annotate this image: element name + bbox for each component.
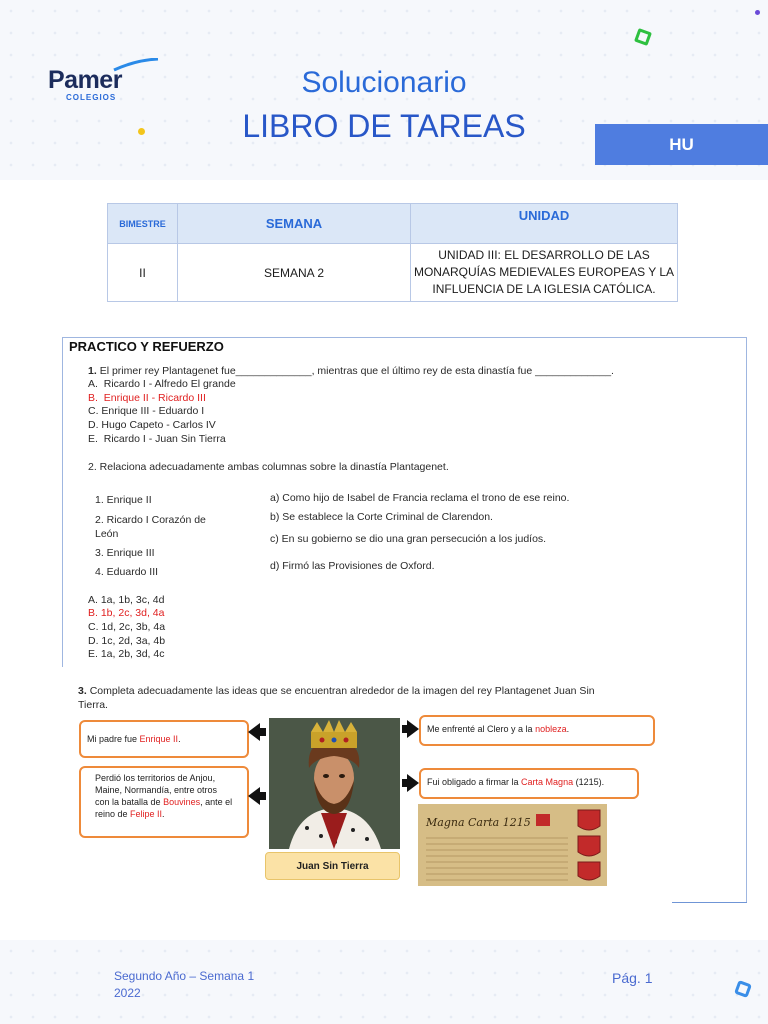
option-c: C. 1d, 2c, 3b, 4a bbox=[88, 621, 166, 633]
magna-carta-image bbox=[418, 804, 607, 886]
right-column-item: a) Como hijo de Isabel de Francia reclama el trono de ese reino. bbox=[270, 492, 570, 504]
arrow-right-icon bbox=[407, 720, 419, 738]
cell-semana: SEMANA 2 bbox=[178, 244, 411, 302]
question-3-cont: Tierra. bbox=[78, 699, 108, 711]
unidad-line: MONARQUÍAS MEDIEVALES EUROPEAS Y LA bbox=[413, 265, 675, 279]
frame-divider bbox=[62, 337, 63, 667]
answer-box-territories: Perdió los territorios de Anjou, Maine, Normandía, entre otros con la batalla de Bouvines, ante el reino de Felipe II. bbox=[79, 766, 249, 838]
header-unidad: UNIDAD bbox=[411, 204, 678, 244]
table-header-row bbox=[108, 204, 678, 244]
answer-box-charter: Fui obligado a firmar la Carta Magna (1215). bbox=[419, 768, 639, 799]
left-column-item: 1. Enrique II bbox=[95, 494, 152, 506]
right-column-item: c) En su gobierno se dio una gran persecución a los judíos. bbox=[270, 533, 547, 545]
table-row bbox=[108, 244, 678, 302]
unidad-line: UNIDAD III: EL DESARROLLO DE LAS bbox=[438, 248, 650, 262]
decor-dot-icon bbox=[755, 10, 760, 15]
section-title: PRACTICO Y REFUERZO bbox=[69, 339, 224, 354]
left-column-item: 4. Eduardo III bbox=[95, 566, 159, 578]
left-column-item: León bbox=[95, 528, 119, 540]
header-bimestre: BIMESTRE bbox=[108, 204, 178, 244]
option-d: D. 1c, 2d, 3a, 4b bbox=[88, 635, 166, 647]
frame-divider bbox=[672, 902, 747, 903]
portrait-caption: Juan Sin Tierra bbox=[265, 852, 400, 880]
arrow-left-icon bbox=[248, 723, 260, 741]
option-a: A. 1a, 1b, 3c, 4d bbox=[88, 594, 165, 606]
question-2: 2. Relaciona adecuadamente ambas columnas sobre la dinastía Plantagenet. bbox=[88, 461, 449, 473]
option-d: D. Hugo Capeto - Carlos IV bbox=[88, 419, 216, 431]
course-badge: HU bbox=[595, 124, 768, 165]
unidad-line: INFLUENCIA DE LA IGLESIA CATÓLICA. bbox=[432, 282, 656, 296]
option-e: E. Ricardo I - Juan Sin Tierra bbox=[88, 433, 226, 445]
charter-title: Magna Carta 1215 bbox=[426, 816, 531, 829]
decor-dot-icon bbox=[138, 128, 145, 135]
cell-bimestre: II bbox=[108, 244, 178, 302]
option-b-answer: B. Enrique II - Ricardo III bbox=[88, 392, 206, 404]
doc-title: Solucionario bbox=[301, 66, 467, 99]
header-semana: SEMANA bbox=[178, 204, 411, 244]
doc-subtitle: LIBRO DE TAREAS bbox=[242, 108, 526, 144]
arrow-stem bbox=[260, 792, 266, 800]
left-column-item: 2. Ricardo I Corazón de bbox=[95, 514, 206, 526]
info-table bbox=[107, 203, 678, 302]
left-column-item: 3. Enrique III bbox=[95, 547, 155, 559]
footer-line: Segundo Año – Semana 1 bbox=[114, 969, 255, 983]
question-text: El primer rey Plantagenet fue_____________, mientras que el último rey de esta dinastía fue _____________. bbox=[99, 365, 614, 377]
option-e: E. 1a, 2b, 3d, 4c bbox=[88, 648, 165, 660]
right-column-item: b) Se establece la Corte Criminal de Clarendon. bbox=[270, 511, 493, 523]
option-a: A. Ricardo I - Alfredo El grande bbox=[88, 378, 236, 390]
question-number: 1. bbox=[88, 365, 97, 377]
arrow-left-icon bbox=[248, 787, 260, 805]
arrow-right-icon bbox=[407, 774, 419, 792]
right-column-item: d) Firmó las Provisiones de Oxford. bbox=[270, 560, 435, 572]
logo-subtitle: COLEGIOS bbox=[66, 93, 117, 102]
option-b-answer: B. 1b, 2c, 3d, 4a bbox=[88, 607, 165, 619]
question-3: 3. Completa adecuadamente las ideas que se encuentran alrededor de la imagen del rey Plantagenet Juan Sin bbox=[78, 685, 595, 697]
page-number: Pág. 1 bbox=[612, 970, 653, 986]
question-1 bbox=[88, 365, 614, 377]
footer-course bbox=[114, 968, 254, 1002]
answer-box-clergy: Me enfrenté al Clero y a la nobleza. bbox=[419, 715, 655, 746]
king-john-portrait bbox=[269, 718, 400, 849]
logo-word: Pamer bbox=[48, 66, 122, 94]
footer-year: 2022 bbox=[114, 986, 141, 1000]
answer-box-father: Mi padre fue Enrique II. bbox=[79, 720, 249, 758]
cell-unidad bbox=[411, 244, 678, 302]
arrow-stem bbox=[260, 728, 266, 736]
option-c: C. Enrique III - Eduardo I bbox=[88, 405, 205, 417]
